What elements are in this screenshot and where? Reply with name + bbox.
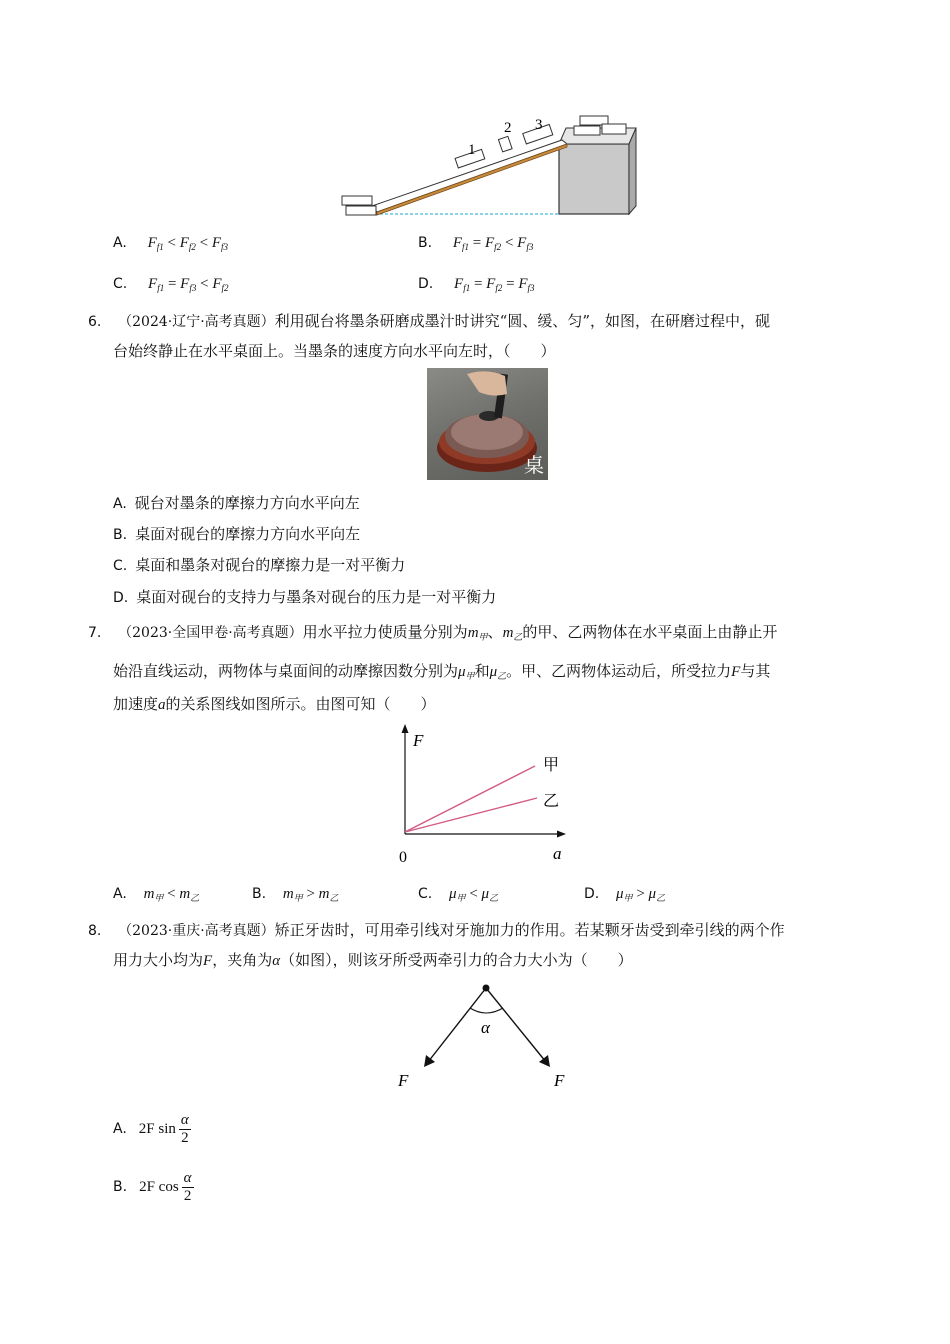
axis-label-f: F: [413, 731, 424, 750]
line-yi: [405, 798, 537, 832]
force-diagram: [390, 980, 580, 1092]
q5-option-a[interactable]: A. $F_{f1} < F_{f2} < F_{f3}$: [113, 235, 229, 252]
q6-option-a[interactable]: A. 砚台对墨条的摩擦力方向水平向左: [113, 494, 360, 512]
q6-option-c[interactable]: C. 桌面和墨条对砚台的摩擦力是一对平衡力: [113, 556, 406, 574]
q6-option-d[interactable]: D. 桌面对砚台的支持力与墨条对砚台的压力是一对平衡力: [113, 588, 497, 606]
label-3: 3: [535, 117, 543, 133]
question-source: （2023·重庆·高考真题）: [118, 923, 275, 939]
force-right-label: F: [554, 1071, 565, 1090]
question-number: 7.: [88, 625, 102, 641]
q7-option-b[interactable]: B. $m_甲 > m_乙$: [252, 886, 339, 903]
q5-option-b[interactable]: B. $F_{f1} = F_{f2} < F_{f3}$: [418, 235, 534, 252]
q8-option-a[interactable]: A. 2F sin α 2: [113, 1111, 189, 1146]
q7-option-d[interactable]: D. $\mu_甲 > \mu_乙$: [584, 886, 666, 903]
origin-label: 0: [399, 849, 407, 866]
q8-stem-line2: 用力大小均为F，夹角为α（如图），则该牙所受两牵引力的合力大小为（ ）: [113, 951, 633, 969]
label-jia: 甲: [543, 757, 560, 774]
inkstone-photo: [427, 368, 548, 480]
q5-option-c[interactable]: C. $F_{f1} = F_{f3} < F_{f2}$: [113, 276, 229, 293]
label-2: 2: [504, 120, 512, 136]
q5-option-d[interactable]: D. $F_{f1} = F_{f2} = F_{f3}$: [418, 276, 535, 293]
label-yi: 乙: [543, 793, 560, 810]
photo-label: 桌: [524, 453, 544, 477]
block-2: [498, 136, 512, 152]
force-acceleration-graph: [390, 722, 580, 868]
q8-stem-line1: 8. （2023·重庆·高考真题）矫正牙齿时，可用牵引线对牙施加力的作用。若某颗牙齿受到牵引线的两个作: [88, 921, 785, 939]
question-source: （2024·辽宁·高考真题）: [118, 314, 275, 330]
axis-label-a: a: [553, 844, 562, 863]
incline-figure: [330, 110, 650, 222]
label-1: 1: [468, 142, 476, 158]
q7-stem-line2: 始沿直线运动，两物体与桌面间的动摩擦因数分别为$\mu_甲$和$\mu_乙$。甲、乙两物体运动后，所受拉力F与其: [113, 662, 771, 681]
q7-option-a[interactable]: A. $m_甲 < m_乙$: [113, 886, 200, 903]
q8-option-b[interactable]: B. 2F cos α 2: [113, 1169, 192, 1204]
q6-stem-line1: 6. （2024·辽宁·高考真题）利用砚台将墨条研磨成墨汁时讲究“圆、缓、匀”，如图，在研磨过程中，砚: [88, 312, 771, 330]
question-number: 8.: [88, 923, 102, 939]
q6-option-b[interactable]: B. 桌面对砚台的摩擦力方向水平向左: [113, 525, 361, 543]
q7-option-c[interactable]: C. $\mu_甲 < \mu_乙$: [418, 886, 499, 903]
q6-stem-line2: 台始终静止在水平桌面上。当墨条的速度方向水平向左时，（ ）: [113, 342, 556, 360]
angle-label: α: [481, 1018, 490, 1037]
q7-stem-line1: 7. （2023·全国甲卷·高考真题）用水平拉力使质量分别为$m_甲$、$m_乙$的甲、乙两物体在水平桌面上由静止开: [88, 623, 778, 642]
q7-stem-line3: 加速度a的关系图线如图所示。由图可知（ ）: [113, 695, 436, 713]
question-number: 6.: [88, 314, 102, 330]
question-source: （2023·全国甲卷·高考真题）: [118, 625, 303, 641]
line-jia: [405, 766, 535, 832]
force-left-label: F: [398, 1071, 409, 1090]
